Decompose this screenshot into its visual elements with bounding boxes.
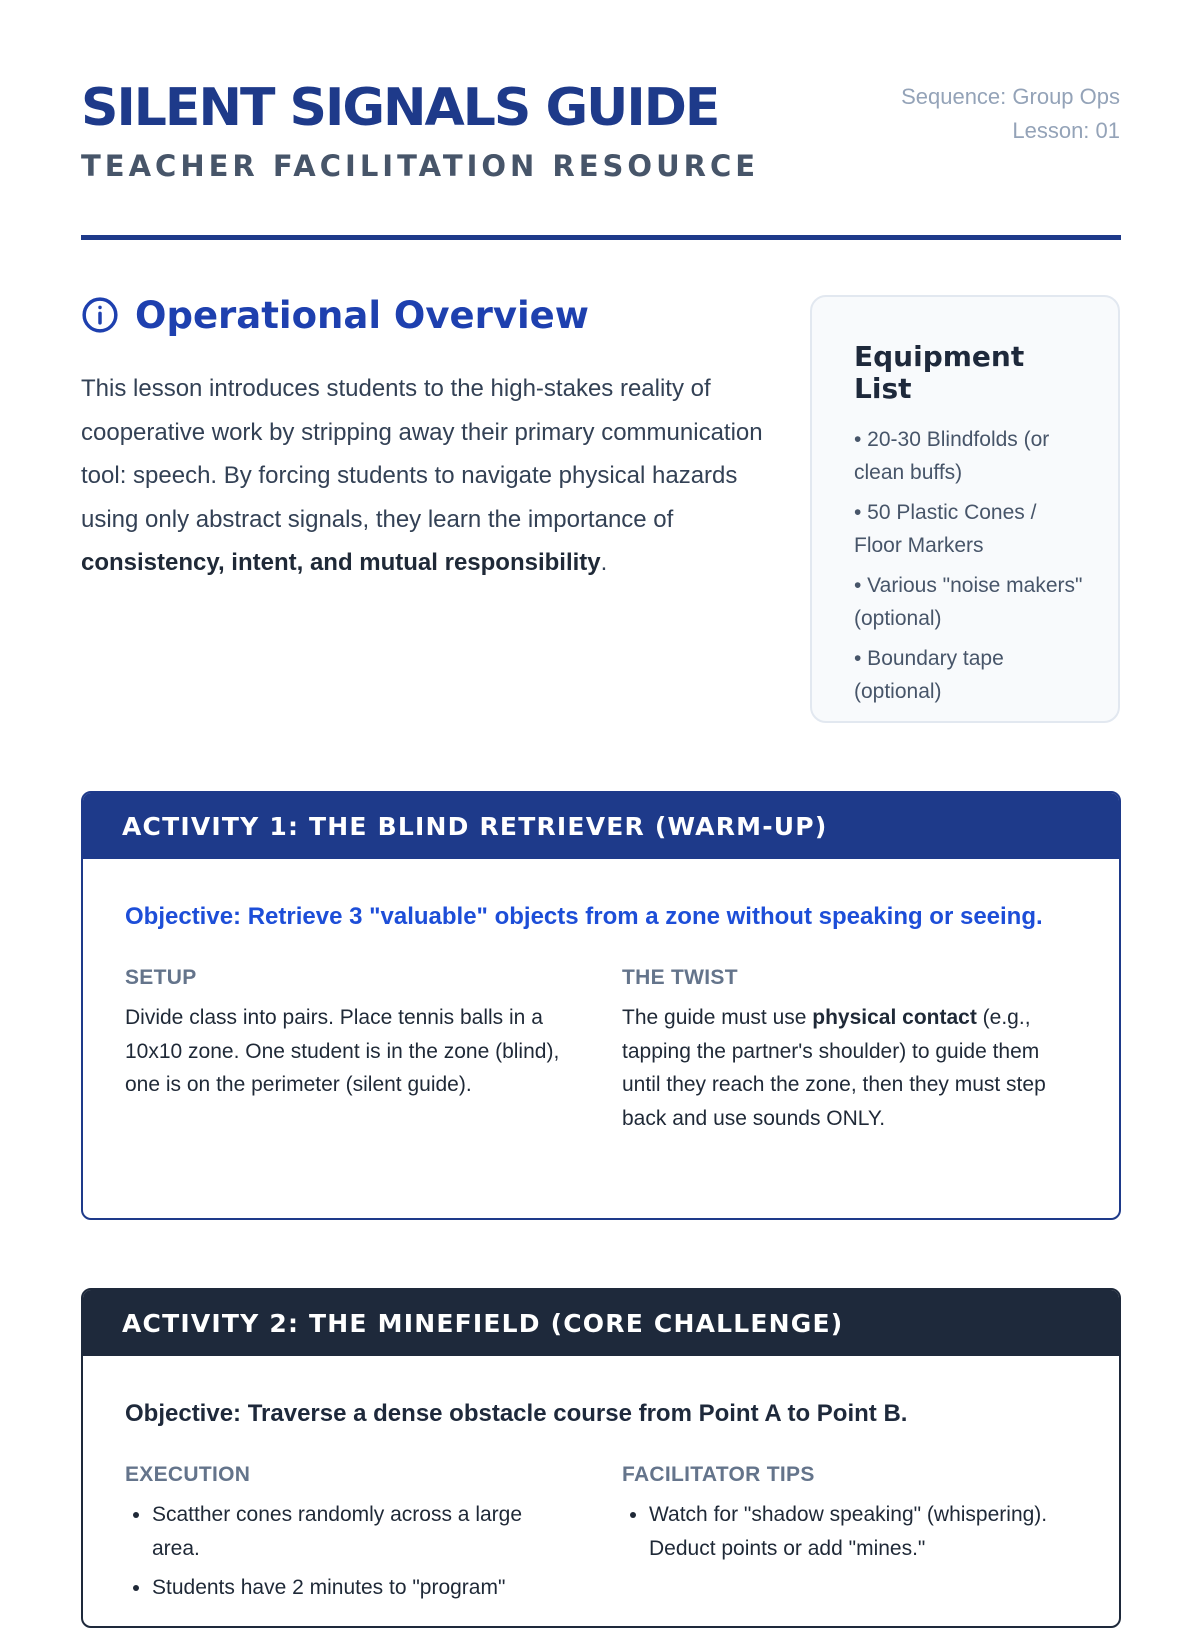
tips-title: FACILITATOR TIPS xyxy=(622,1463,815,1486)
tips-item: • Watch for "shadow speaking" (whispering). Deduct points or add "mines." xyxy=(649,1498,1072,1565)
twist-text xyxy=(622,1001,1072,1135)
twist-text-post: (e.g., tapping the partner's shoulder) to guide them until they reach the zone, then they must step back and use sounds ONLY. xyxy=(622,1006,1046,1130)
activity-1-objective: Objective: Retrieve 3 "valuable" objects from a zone without speaking or seeing. xyxy=(125,903,1043,930)
activity-2-card xyxy=(81,1288,1121,1628)
page-subtitle: TEACHER FACILITATION RESOURCE xyxy=(81,149,760,183)
twist-column xyxy=(622,965,1072,1135)
equipment-item: • 20-30 Blindfolds (or clean buffs) xyxy=(854,428,1050,485)
header-divider xyxy=(81,235,1121,240)
lesson-meta xyxy=(901,80,1120,148)
execution-item: • Scatther cones randomly across a large area. xyxy=(152,1498,575,1565)
page-title: SILENT SIGNALS GUIDE xyxy=(81,78,719,138)
equipment-item: • 50 Plastic Cones / Floor Markers xyxy=(854,501,1037,558)
setup-text: Divide class into pairs. Place tennis balls in a 10x10 zone. One student is in the zone (blind), one is on the perimeter (silent guide). xyxy=(125,1006,560,1096)
overview-emphasis: consistency, intent, and mutual responsibility xyxy=(81,549,601,576)
activity-1-header: ACTIVITY 1: THE BLIND RETRIEVER (WARM-UP) xyxy=(83,793,1119,859)
activity-1-card xyxy=(81,791,1121,1220)
overview-end: . xyxy=(600,549,608,576)
execution-title: EXECUTION xyxy=(125,1463,251,1486)
activity-2-header: ACTIVITY 2: THE MINEFIELD (CORE CHALLENGE) xyxy=(83,1290,1119,1356)
tips-column xyxy=(622,1462,1072,1611)
equipment-list xyxy=(854,423,1088,708)
tips-list xyxy=(622,1498,1072,1565)
equipment-item: • Boundary tape (optional) xyxy=(854,647,1004,704)
twist-text-bold: physical contact xyxy=(812,1006,977,1029)
equipment-title: Equipment List xyxy=(854,340,1025,406)
overview-heading xyxy=(81,293,589,337)
overview-text xyxy=(81,367,771,585)
sequence-label: Sequence: Group Ops xyxy=(901,84,1120,109)
execution-list xyxy=(125,1498,575,1605)
setup-column xyxy=(125,965,575,1135)
lesson-label: Lesson: 01 xyxy=(1012,118,1120,143)
equipment-panel xyxy=(810,295,1120,723)
overview-title: Operational Overview xyxy=(135,293,589,337)
setup-title: SETUP xyxy=(125,966,197,989)
execution-item: • Students have 2 minutes to "program" xyxy=(152,1571,575,1605)
overview-body: This lesson introduces students to the high-stakes reality of cooperative work by stripping away their primary communication tool: speech. By forcing students to navigate physical hazards using only abstract signals, they learn the importance of xyxy=(81,375,763,533)
execution-column xyxy=(125,1462,575,1611)
twist-text-pre: The guide must use xyxy=(622,1006,813,1029)
activity-2-objective: Objective: Traverse a dense obstacle course from Point A to Point B. xyxy=(125,1400,908,1427)
info-icon xyxy=(81,296,119,334)
equipment-item: • Various "noise makers" (optional) xyxy=(854,574,1083,631)
twist-title: THE TWIST xyxy=(622,966,738,989)
